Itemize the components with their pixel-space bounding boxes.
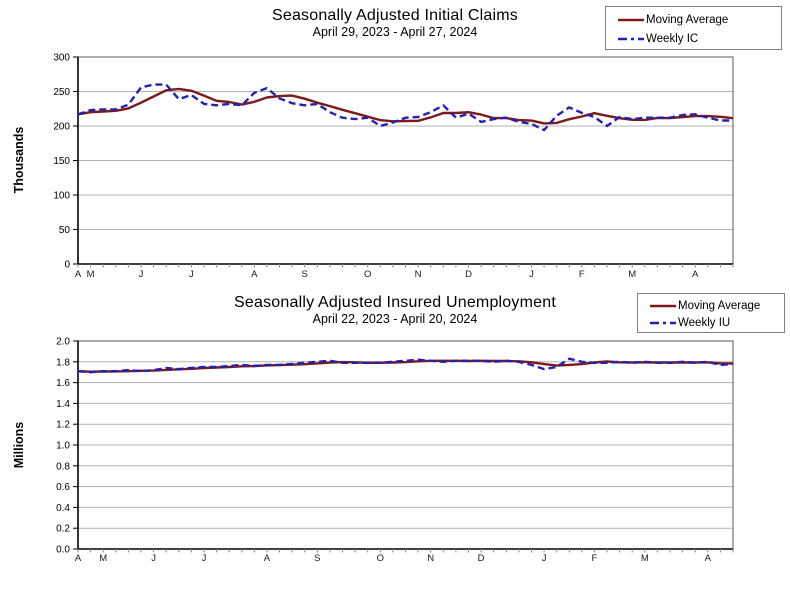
svg-text:A: A <box>74 269 82 280</box>
svg-text:0.0: 0.0 <box>56 544 70 556</box>
weekly-dashed-line-icon <box>648 317 678 329</box>
insured-unemployment-date-range: April 22, 2023 - April 20, 2024 <box>312 312 478 326</box>
svg-text:M: M <box>86 269 95 280</box>
legend-label: Moving Average <box>678 299 761 312</box>
svg-text:N: N <box>427 553 435 564</box>
initial-claims-title: Seasonally Adjusted Initial Claims <box>271 7 519 24</box>
svg-text:F: F <box>591 553 598 564</box>
svg-text:0.8: 0.8 <box>56 461 70 473</box>
svg-text:M: M <box>99 553 108 564</box>
svg-text:A: A <box>704 553 711 564</box>
initial-claims-date-range: April 29, 2023 - April 27, 2024 <box>312 25 478 39</box>
legend-label: Weekly IC <box>646 32 699 45</box>
svg-text:1.8: 1.8 <box>56 357 70 369</box>
svg-text:S: S <box>301 269 308 280</box>
svg-text:2.0: 2.0 <box>56 336 70 348</box>
svg-text:J: J <box>189 269 194 280</box>
svg-text:D: D <box>465 269 472 280</box>
svg-text:0.6: 0.6 <box>56 482 70 494</box>
legend-label: Weekly IU <box>678 316 731 329</box>
svg-text:J: J <box>201 553 207 564</box>
svg-text:1.2: 1.2 <box>56 419 70 431</box>
legend-item-moving-average <box>648 297 784 314</box>
svg-text:100: 100 <box>53 190 70 202</box>
svg-text:0.2: 0.2 <box>56 523 70 535</box>
weekly-dashed-line-icon <box>616 33 646 45</box>
svg-text:M: M <box>640 553 649 564</box>
svg-text:150: 150 <box>53 156 70 167</box>
svg-text:1.6: 1.6 <box>56 378 70 390</box>
legend-item-moving-average <box>616 10 781 29</box>
moving-average-line-icon <box>616 14 646 26</box>
svg-text:300: 300 <box>53 52 70 64</box>
svg-text:J: J <box>151 553 156 564</box>
svg-text:A: A <box>74 553 82 564</box>
svg-text:200: 200 <box>53 121 70 133</box>
svg-text:S: S <box>314 553 321 564</box>
legend-item-weekly-iu <box>648 314 784 331</box>
svg-text:1.4: 1.4 <box>56 398 70 410</box>
svg-text:250: 250 <box>53 87 70 98</box>
initial-claims-chart <box>0 0 790 290</box>
svg-text:N: N <box>414 269 422 280</box>
svg-text:1.0: 1.0 <box>56 440 70 452</box>
svg-text:J: J <box>541 553 547 564</box>
legend-label: Moving Average <box>646 13 729 26</box>
insured-unemployment-plot-area <box>0 290 790 596</box>
svg-text:A: A <box>692 269 699 280</box>
svg-text:A: A <box>263 553 271 564</box>
svg-text:F: F <box>578 269 585 280</box>
moving-average-line-icon <box>648 300 678 312</box>
svg-text:O: O <box>364 269 372 280</box>
svg-text:A: A <box>251 269 258 280</box>
svg-text:0: 0 <box>64 259 70 271</box>
insured-unemployment-y-axis-title: Millions <box>12 421 26 469</box>
insured-unemployment-legend <box>637 293 785 333</box>
svg-text:J: J <box>138 269 144 280</box>
svg-text:D: D <box>477 553 485 564</box>
initial-claims-y-axis-title: Thousands <box>12 126 26 194</box>
initial-claims-legend <box>605 6 782 50</box>
legend-item-weekly-ic <box>616 29 781 48</box>
svg-text:M: M <box>628 269 637 280</box>
svg-text:O: O <box>376 553 384 564</box>
svg-text:50: 50 <box>58 225 70 236</box>
svg-text:J: J <box>529 269 534 280</box>
insured-unemployment-title: Seasonally Adjusted Insured Unemployment <box>234 294 556 311</box>
insured-unemployment-chart <box>0 290 790 596</box>
svg-text:0.4: 0.4 <box>56 502 70 514</box>
